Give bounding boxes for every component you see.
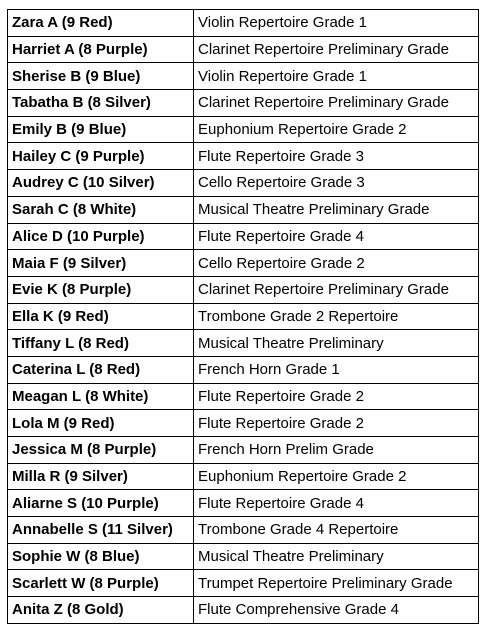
table-row	[8, 63, 479, 90]
table-row	[8, 517, 479, 544]
student-name-cell: Sophie W (8 Blue)	[8, 543, 194, 570]
exam-piece-cell: Trombone Grade 4 Repertoire	[194, 517, 479, 544]
exam-piece-cell: Trumpet Repertoire Preliminary Grade	[194, 570, 479, 597]
student-name-cell: Alice D (10 Purple)	[8, 223, 194, 250]
table-row	[8, 437, 479, 464]
exam-piece-cell: Clarinet Repertoire Preliminary Grade	[194, 36, 479, 63]
exam-piece-cell: Flute Repertoire Grade 2	[194, 410, 479, 437]
exam-piece-cell: Cello Repertoire Grade 3	[194, 170, 479, 197]
exam-piece-cell: Violin Repertoire Grade 1	[194, 10, 479, 37]
student-name-cell: Zara A (9 Red)	[8, 10, 194, 37]
table-row	[8, 90, 479, 117]
student-name-cell: Harriet A (8 Purple)	[8, 36, 194, 63]
student-name-cell: Lola M (9 Red)	[8, 410, 194, 437]
student-name-cell: Maia F (9 Silver)	[8, 250, 194, 277]
table-row	[8, 196, 479, 223]
student-name-cell: Meagan L (8 White)	[8, 383, 194, 410]
table-row	[8, 597, 479, 624]
student-name-cell: Evie K (8 Purple)	[8, 276, 194, 303]
table-row	[8, 36, 479, 63]
student-name-cell: Tabatha B (8 Silver)	[8, 90, 194, 117]
table-row	[8, 303, 479, 330]
table-row	[8, 490, 479, 517]
table-row	[8, 383, 479, 410]
student-name-cell: Jessica M (8 Purple)	[8, 437, 194, 464]
exam-piece-cell: French Horn Grade 1	[194, 356, 479, 383]
exam-piece-cell: Flute Repertoire Grade 4	[194, 223, 479, 250]
table-row	[8, 10, 479, 37]
student-name-cell: Sherise B (9 Blue)	[8, 63, 194, 90]
exam-piece-cell: Trombone Grade 2 Repertoire	[194, 303, 479, 330]
student-name-cell: Annabelle S (11 Silver)	[8, 517, 194, 544]
exam-piece-cell: Euphonium Repertoire Grade 2	[194, 463, 479, 490]
exam-piece-cell: Flute Comprehensive Grade 4	[194, 597, 479, 624]
table-row	[8, 356, 479, 383]
exam-piece-cell: Clarinet Repertoire Preliminary Grade	[194, 276, 479, 303]
student-name-cell: Scarlett W (8 Purple)	[8, 570, 194, 597]
student-name-cell: Caterina L (8 Red)	[8, 356, 194, 383]
table-row	[8, 143, 479, 170]
exam-piece-cell: Euphonium Repertoire Grade 2	[194, 116, 479, 143]
table-row	[8, 250, 479, 277]
exam-piece-cell: Cello Repertoire Grade 2	[194, 250, 479, 277]
student-name-cell: Sarah C (8 White)	[8, 196, 194, 223]
student-name-cell: Ella K (9 Red)	[8, 303, 194, 330]
table-row	[8, 223, 479, 250]
table-row	[8, 170, 479, 197]
exam-piece-cell: Flute Repertoire Grade 3	[194, 143, 479, 170]
student-name-cell: Tiffany L (8 Red)	[8, 330, 194, 357]
student-name-cell: Audrey C (10 Silver)	[8, 170, 194, 197]
table-row	[8, 543, 479, 570]
student-name-cell: Aliarne S (10 Purple)	[8, 490, 194, 517]
exam-piece-cell: Flute Repertoire Grade 2	[194, 383, 479, 410]
student-name-cell: Emily B (9 Blue)	[8, 116, 194, 143]
table-row	[8, 463, 479, 490]
table-row	[8, 330, 479, 357]
exam-piece-cell: Flute Repertoire Grade 4	[194, 490, 479, 517]
exam-piece-cell: French Horn Prelim Grade	[194, 437, 479, 464]
table-row	[8, 570, 479, 597]
student-exam-table	[7, 9, 479, 624]
exam-piece-cell: Musical Theatre Preliminary	[194, 330, 479, 357]
table-row	[8, 410, 479, 437]
student-name-cell: Anita Z (8 Gold)	[8, 597, 194, 624]
table-row	[8, 116, 479, 143]
student-name-cell: Hailey C (9 Purple)	[8, 143, 194, 170]
student-name-cell: Milla R (9 Silver)	[8, 463, 194, 490]
exam-piece-cell: Musical Theatre Preliminary	[194, 543, 479, 570]
exam-piece-cell: Clarinet Repertoire Preliminary Grade	[194, 90, 479, 117]
table-body	[8, 10, 479, 624]
table-row	[8, 276, 479, 303]
exam-piece-cell: Musical Theatre Preliminary Grade	[194, 196, 479, 223]
exam-piece-cell: Violin Repertoire Grade 1	[194, 63, 479, 90]
